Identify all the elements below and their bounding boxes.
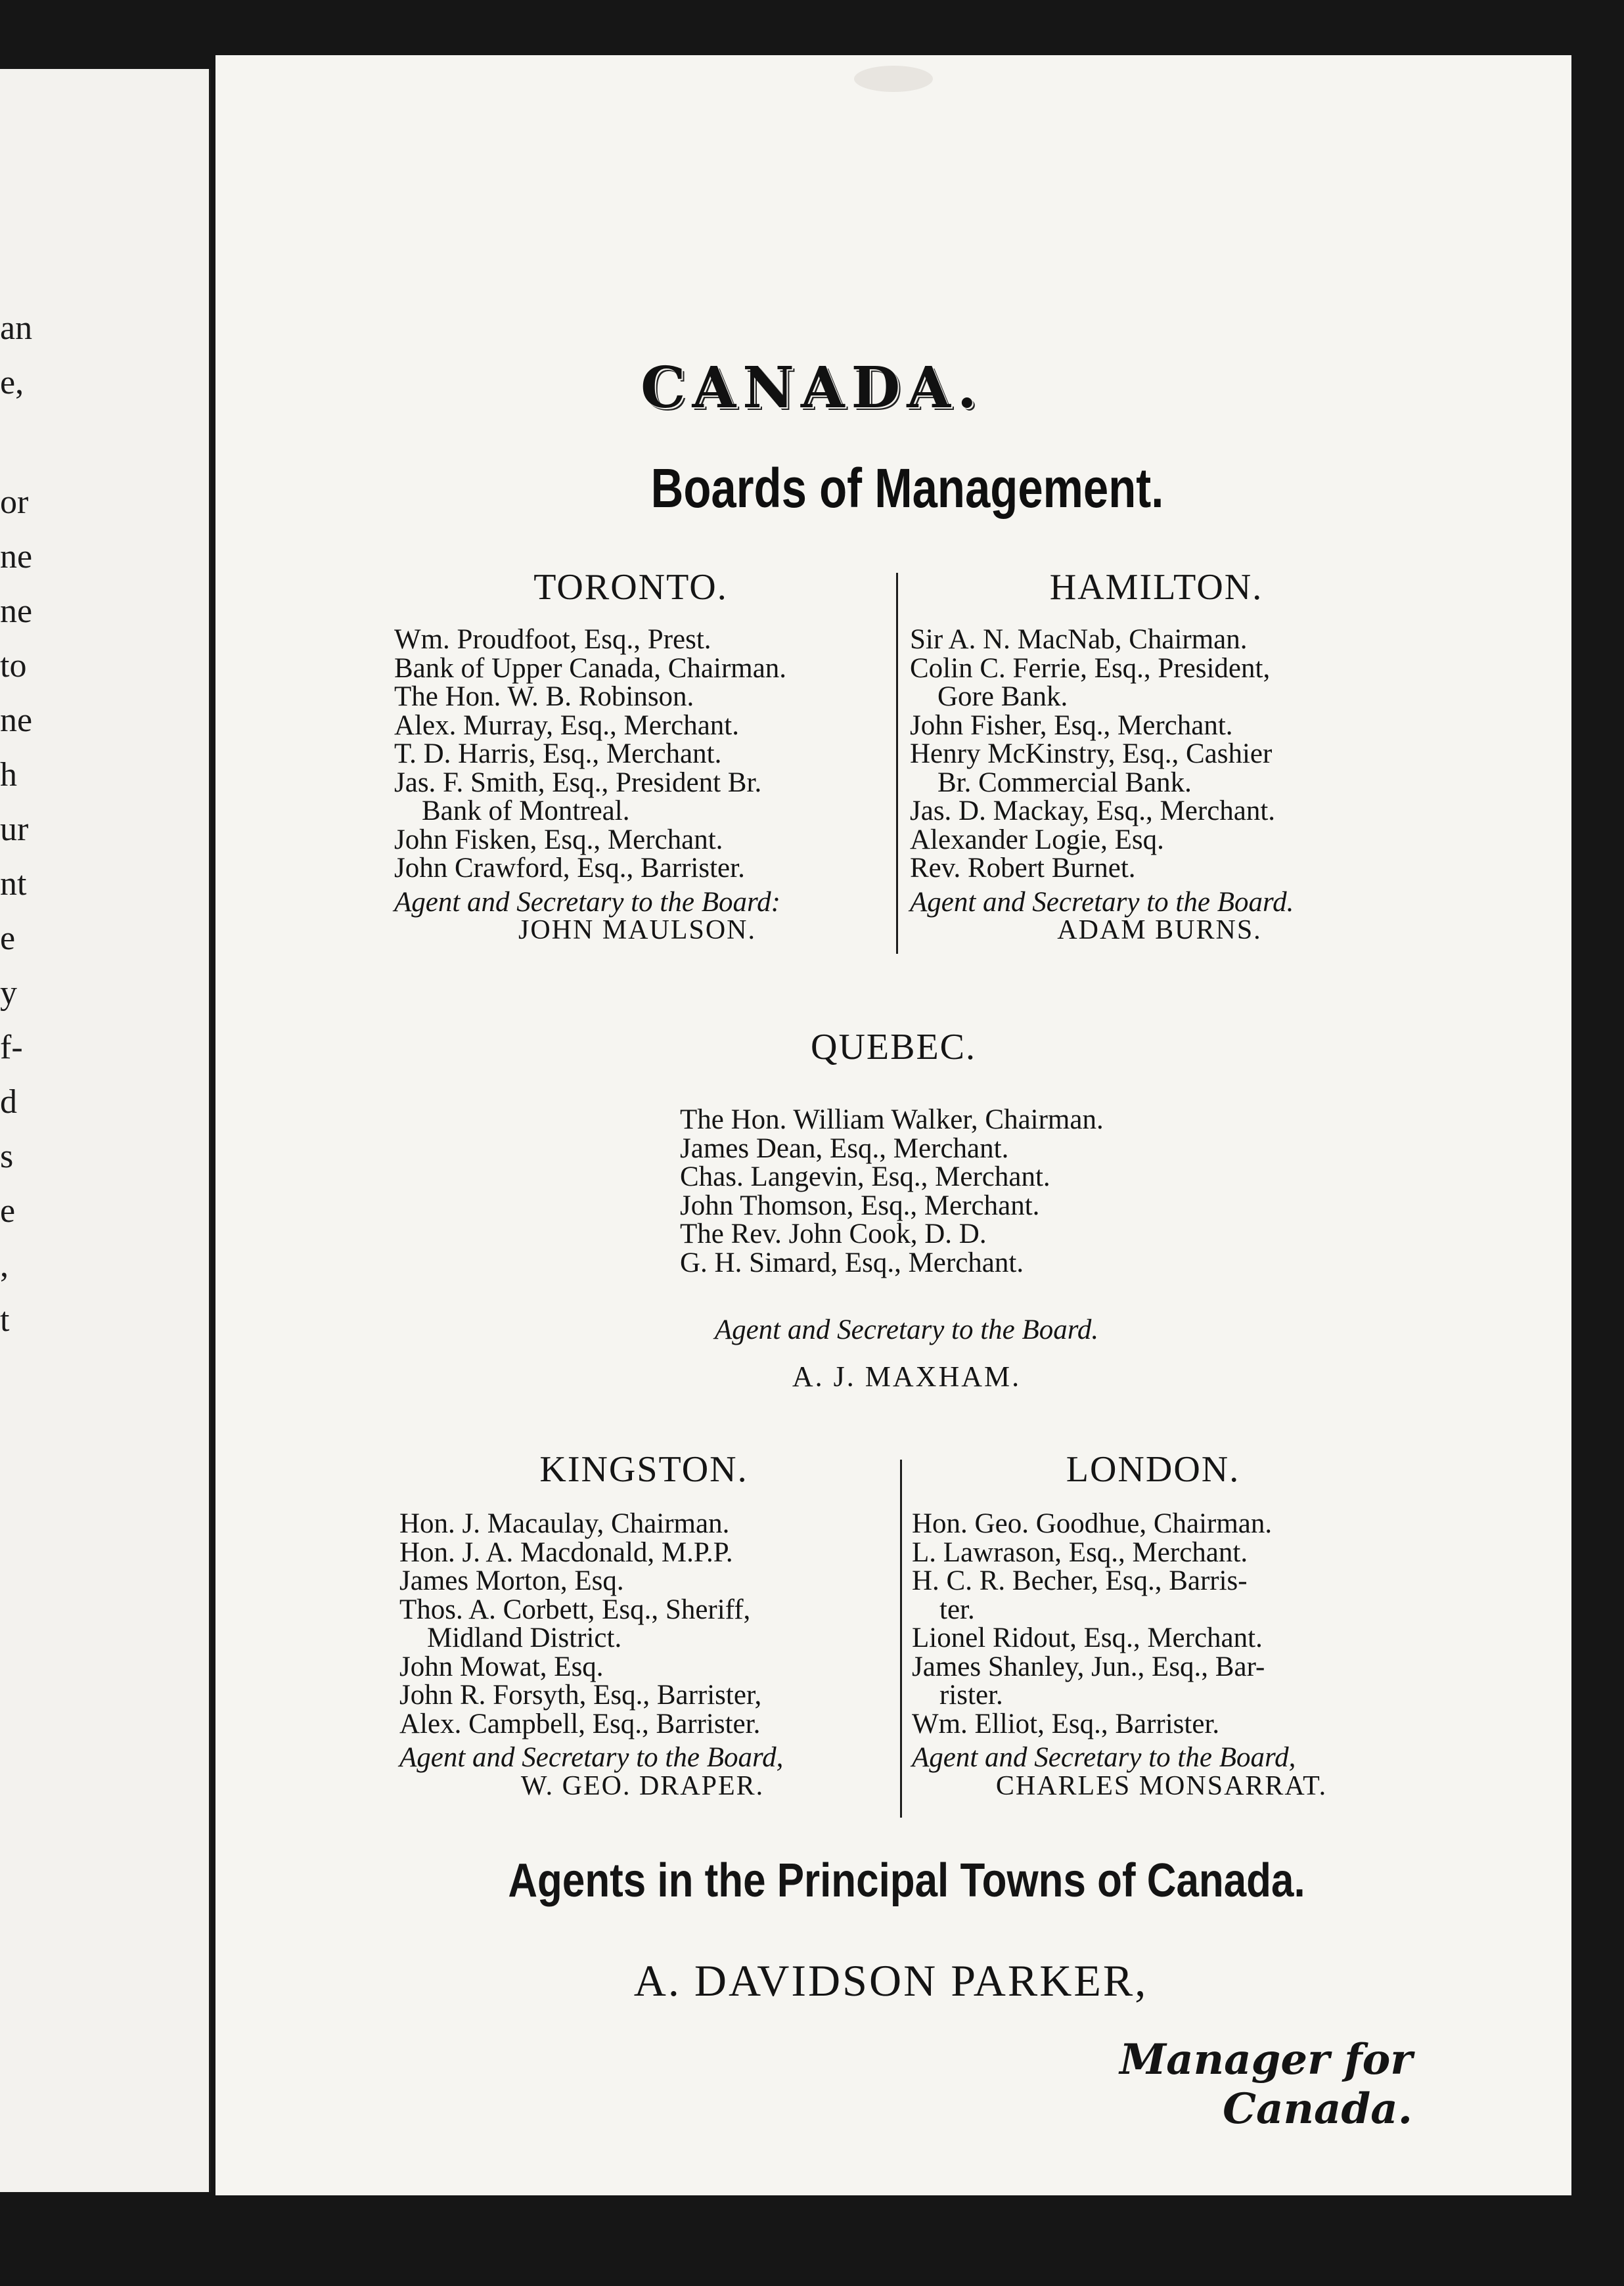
manager-title: Manager for Canada.: [1119, 2035, 1412, 2134]
fragment: d: [0, 1083, 17, 1121]
list-item: Rev. Robert Burnet.: [910, 853, 1136, 884]
list-item: Hon. J. Macaulay, Chairman.: [399, 1508, 730, 1539]
fragment: ur: [0, 811, 29, 848]
toronto-agent-label: Agent and Secretary to the Board:: [394, 886, 780, 918]
list-item: Midland District.: [427, 1623, 622, 1653]
list-item: The Hon. W. B. Robinson.: [394, 681, 694, 712]
london-board-list: [912, 1510, 1424, 1801]
list-item: Bank of Upper Canada, Chairman.: [394, 652, 787, 684]
fragment: to: [0, 647, 27, 684]
list-item: Hon. Geo. Goodhue, Chairman.: [912, 1508, 1273, 1539]
list-item: The Hon. William Walker, Chairman.: [680, 1104, 1104, 1135]
hamilton-agent-name: ADAM BURNS.: [1057, 915, 1262, 945]
kingston-heading: KINGSTON.: [539, 1449, 748, 1490]
list-item: Bank of Montreal.: [422, 796, 630, 826]
hamilton-heading: HAMILTON.: [1049, 567, 1263, 608]
list-item: ter.: [939, 1594, 975, 1625]
paper-stain: [854, 66, 933, 92]
quebec-heading: QUEBEC.: [811, 1027, 976, 1067]
agents-banner: Agents in the Principal Towns of Canada.: [508, 1854, 1305, 1907]
fragment: h: [0, 756, 17, 794]
list-item: Br. Commercial Bank.: [937, 767, 1192, 798]
fragment: s: [0, 1138, 14, 1175]
list-item: H. C. R. Becher, Esq., Barris-: [912, 1565, 1248, 1596]
list-item: Sir A. N. MacNab, Chairman.: [910, 624, 1248, 655]
list-item: Lionel Ridout, Esq., Merchant.: [912, 1623, 1263, 1653]
fragment: f-: [0, 1029, 23, 1066]
list-item: John Fisher, Esq., Merchant.: [910, 709, 1233, 741]
quebec-agent-name: A. J. MAXHAM.: [792, 1360, 1022, 1393]
fragment: or: [0, 483, 29, 521]
list-item: Chas. Langevin, Esq., Merchant.: [680, 1161, 1050, 1192]
list-item: Wm. Elliot, Esq., Barrister.: [912, 1708, 1220, 1739]
list-item: Gore Bank.: [937, 681, 1068, 712]
list-item: G. H. Simard, Esq., Merchant.: [680, 1247, 1024, 1278]
fragment: ne: [0, 593, 33, 630]
fragment: ,: [0, 1247, 9, 1284]
fragment: an: [0, 309, 33, 347]
fragment: nt: [0, 865, 27, 903]
list-item: rister.: [939, 1680, 1003, 1711]
list-item: John Fisken, Esq., Merchant.: [394, 824, 723, 855]
london-agent-name: CHARLES MONSARRAT.: [995, 1770, 1328, 1801]
fragment: e: [0, 1192, 16, 1230]
column-divider: [900, 1460, 902, 1818]
list-item: Alexander Logie, Esq.: [910, 824, 1164, 855]
column-divider: [896, 573, 898, 954]
list-item: Wm. Proudfoot, Esq., Prest.: [394, 624, 711, 655]
list-item: The Rev. John Cook, D. D.: [680, 1219, 987, 1249]
list-item: John R. Forsyth, Esq., Barrister,: [399, 1680, 762, 1711]
kingston-board-list: [399, 1510, 899, 1801]
list-item: Alex. Murray, Esq., Merchant.: [394, 709, 740, 741]
list-item: L. Lawrason, Esq., Merchant.: [912, 1536, 1248, 1568]
page-subtitle: Boards of Management.: [650, 457, 1164, 519]
hamilton-agent-label: Agent and Secretary to the Board.: [910, 886, 1294, 918]
toronto-agent-name: JOHN MAULSON.: [518, 915, 757, 945]
fragment: y: [0, 974, 17, 1012]
list-item: Jas. F. Smith, Esq., President Br.: [394, 767, 762, 798]
list-item: John Mowat, Esq.: [399, 1651, 604, 1682]
list-item: Jas. D. Mackay, Esq., Merchant.: [910, 796, 1276, 826]
toronto-heading: TORONTO.: [533, 567, 728, 608]
list-item: Henry McKinstry, Esq., Cashier: [910, 738, 1273, 769]
manager-name: A. DAVIDSON PARKER,: [633, 1956, 1148, 2006]
quebec-board-list: [680, 1106, 1297, 1277]
list-item: Hon. J. A. Macdonald, M.P.P.: [399, 1536, 733, 1568]
quebec-agent-label: Agent and Secretary to the Board.: [714, 1314, 1099, 1345]
fragment: t: [0, 1301, 10, 1339]
list-item: Colin C. Ferrie, Esq., President,: [910, 652, 1271, 684]
list-item: James Dean, Esq., Merchant.: [680, 1132, 1009, 1164]
london-heading: LONDON.: [1066, 1449, 1240, 1490]
list-item: John Thomson, Esq., Merchant.: [680, 1190, 1040, 1221]
facing-page-text-fragments: [0, 0, 209, 2286]
fragment: e,: [0, 364, 24, 401]
list-item: James Morton, Esq.: [399, 1565, 624, 1596]
list-item: Alex. Campbell, Esq., Barrister.: [399, 1708, 761, 1739]
hamilton-board-list: [910, 625, 1422, 945]
list-item: T. D. Harris, Esq., Merchant.: [394, 738, 722, 769]
list-item: James Shanley, Jun., Esq., Bar-: [912, 1651, 1265, 1682]
list-item: Thos. A. Corbett, Esq., Sheriff,: [399, 1594, 751, 1625]
kingston-agent-label: Agent and Secretary to the Board,: [399, 1742, 784, 1773]
list-item: John Crawford, Esq., Barrister.: [394, 853, 745, 884]
fragment: ne: [0, 538, 33, 575]
fragment: ne: [0, 702, 33, 739]
toronto-board-list: [394, 625, 893, 945]
kingston-agent-name: W. GEO. DRAPER.: [520, 1770, 765, 1801]
page-title: CANADA.: [641, 355, 983, 421]
fragment: e: [0, 920, 16, 957]
london-agent-label: Agent and Secretary to the Board,: [912, 1742, 1296, 1773]
